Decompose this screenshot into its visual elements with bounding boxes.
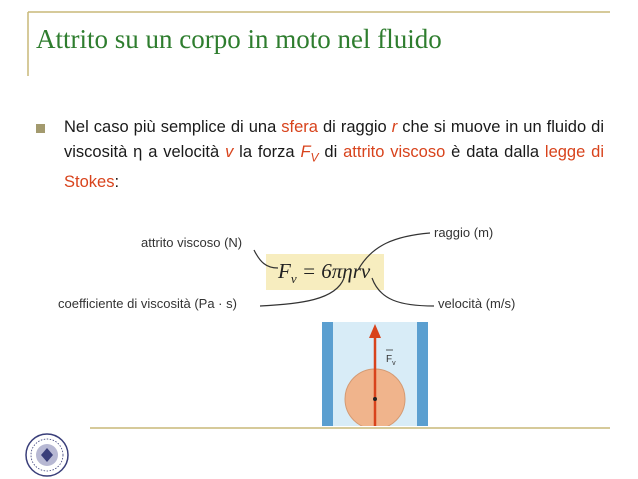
paragraph-run-3: r	[391, 118, 398, 136]
sphere-center	[373, 397, 377, 401]
paragraph-run-4: che si muove in un fluido di viscosità	[64, 118, 604, 161]
paragraph-run-11: di	[318, 143, 344, 161]
slide-title: Attrito su un corpo in moto nel fluido	[36, 24, 442, 54]
label-coefficiente-viscosita: coefficiente di viscosità (Pa · s)	[58, 296, 237, 311]
paragraph-run-6: a velocità	[142, 143, 226, 161]
force-vector-label: $F_v$	[386, 354, 396, 367]
connector-attrito	[254, 250, 278, 268]
paragraph-run-0: Nel caso più semplice di una	[64, 118, 282, 136]
label-raggio: raggio (m)	[434, 225, 494, 240]
paragraph-run-7: v	[225, 143, 234, 161]
paragraph-run-2: di raggio	[317, 118, 392, 136]
paragraph-run-10: V	[310, 150, 319, 165]
connector-velocita	[372, 278, 434, 306]
formula-rest: = 6πηrv	[296, 259, 371, 283]
connector-raggio	[358, 233, 430, 270]
university-seal-logo	[16, 430, 78, 478]
paragraph-run-9: F	[300, 143, 311, 161]
label-velocita: velocità (m/s)	[438, 296, 516, 311]
paragraph-run-8: la forza	[233, 143, 301, 161]
paragraph-run-5: η	[133, 143, 143, 161]
sphere-in-fluid-illustration	[322, 322, 428, 426]
paragraph-run-14: legge di Stokes	[64, 143, 604, 192]
paragraph-run-13: è data dalla	[445, 143, 545, 161]
connector-viscosita	[260, 278, 344, 306]
label-attrito-viscoso: attrito viscoso (N)	[141, 235, 243, 250]
paragraph-run-12: attrito viscoso	[343, 143, 446, 161]
formula-subscript: v	[290, 271, 297, 287]
paragraph-run-15: :	[114, 173, 120, 192]
formula-symbol: F	[278, 259, 291, 283]
paragraph-run-1: sfera	[281, 118, 318, 136]
